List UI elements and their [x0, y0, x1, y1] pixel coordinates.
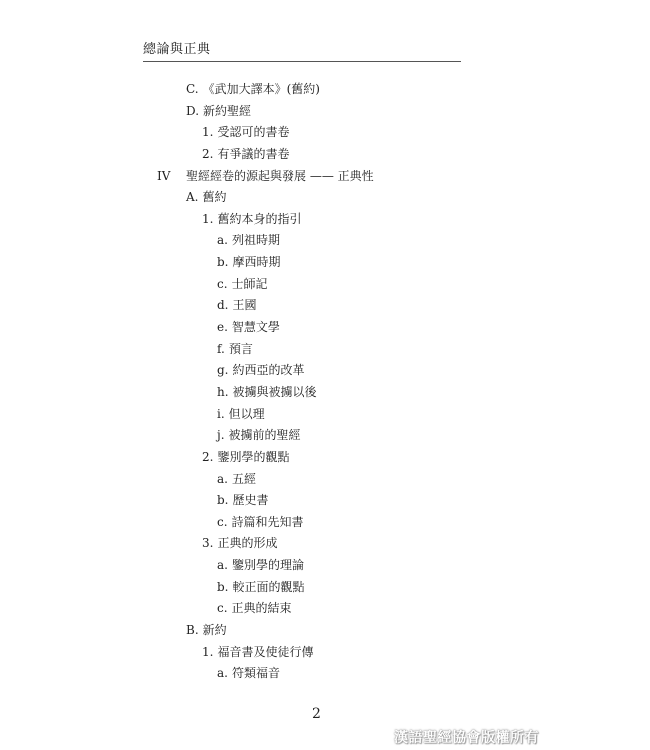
outline-text: 受認可的書卷: [217, 125, 290, 140]
outline-marker: d.: [217, 298, 229, 313]
outline-text: 新約: [202, 623, 227, 638]
outline-item: [0, 577, 650, 599]
outline-text: 正典的結束: [231, 601, 292, 616]
header-rule: [143, 61, 461, 62]
outline-marker: C.: [186, 82, 199, 96]
outline-text: 智慧文學: [231, 320, 280, 335]
outline-text: 五經: [231, 471, 256, 486]
copyright-watermark: 漢語聖經協會版權所有: [394, 730, 539, 746]
outline-item: [0, 339, 650, 361]
outline-text: 較正面的觀點: [232, 579, 305, 594]
outline-text: 被擄前的聖經: [228, 428, 301, 443]
outline-text: 詩篇和先知書: [231, 514, 304, 529]
outline-item: [0, 663, 650, 685]
outline-marker: a.: [217, 233, 228, 248]
outline-marker: i.: [217, 406, 225, 421]
outline-item: [0, 122, 650, 144]
outline-text: 但以理: [228, 406, 265, 421]
outline-text: 士師記: [231, 276, 268, 291]
outline-text: 《武加大譯本》(舊約): [202, 82, 320, 96]
outline-item: [0, 555, 650, 577]
outline-marker: 1.: [202, 125, 214, 140]
outline-item: [0, 79, 650, 101]
outline-text: 被擄與被擄以後: [232, 384, 317, 399]
outline-marker: c.: [217, 601, 228, 616]
outline-text: 列祖時期: [231, 233, 280, 248]
outline-text: 摩西時期: [232, 255, 281, 270]
outline-item: [0, 101, 650, 123]
outline-text: 福音書及使徒行傳: [217, 644, 314, 659]
outline-marker: a.: [217, 471, 228, 486]
outline-item: [0, 642, 650, 664]
outline-text: 舊約: [202, 190, 227, 205]
outline-marker: f.: [217, 341, 225, 356]
outline-marker: 2.: [202, 449, 214, 464]
outline-text: 歷史書: [232, 493, 269, 508]
outline-marker: D.: [186, 103, 200, 118]
outline-item: [0, 404, 650, 426]
outline-marker: B.: [186, 623, 199, 638]
page-number: 2: [312, 706, 321, 722]
outline-item: [0, 447, 650, 469]
outline-item: [0, 598, 650, 620]
outline-text: 符類福音: [231, 666, 280, 681]
outline-marker: c.: [217, 276, 228, 291]
outline-marker: a.: [217, 558, 228, 573]
outline-section-heading: [0, 166, 650, 188]
outline-text: 約西亞的改革: [232, 363, 305, 378]
outline-marker: 1.: [202, 644, 214, 659]
outline-marker: a.: [217, 666, 228, 681]
outline-marker: e.: [217, 320, 228, 335]
outline-marker: 3.: [202, 536, 214, 551]
outline-marker: c.: [217, 514, 228, 529]
outline-item: [0, 317, 650, 339]
outline-item: [0, 209, 650, 231]
outline-text: 新約聖經: [203, 103, 252, 118]
outline-item: [0, 230, 650, 252]
outline-item: [0, 360, 650, 382]
outline-text: 王國: [232, 298, 257, 313]
outline-item: [0, 533, 650, 555]
outline-marker: h.: [217, 384, 229, 399]
outline-marker: 2.: [202, 146, 214, 161]
outline-item: [0, 469, 650, 491]
outline-item: [0, 274, 650, 296]
outline-text: 正典的形成: [217, 536, 278, 551]
outline-marker: j.: [217, 428, 225, 443]
outline-text: 有爭議的書卷: [217, 146, 290, 161]
outline-roman-marker: IV: [157, 168, 171, 183]
outline-list: [0, 79, 650, 685]
outline-item: [0, 187, 650, 209]
outline-text: 舊約本身的指引: [217, 211, 302, 226]
outline-item: [0, 512, 650, 534]
outline-item: [0, 144, 650, 166]
outline-item: [0, 425, 650, 447]
outline-marker: A.: [186, 190, 199, 205]
outline-item: [0, 620, 650, 642]
outline-marker: 1.: [202, 211, 214, 226]
outline-text: 聖經經卷的源起與發展 —— 正典性: [186, 168, 374, 183]
outline-text: 鑒別學的觀點: [217, 449, 290, 464]
outline-marker: b.: [217, 579, 229, 594]
outline-item: [0, 490, 650, 512]
outline-text: 預言: [228, 341, 253, 356]
outline-item: [0, 382, 650, 404]
outline-text: 鑒別學的理論: [231, 558, 304, 573]
outline-marker: b.: [217, 255, 229, 270]
running-head-title: 總論與正典: [143, 42, 211, 57]
outline-item: [0, 295, 650, 317]
outline-marker: g.: [217, 363, 229, 378]
outline-item: [0, 252, 650, 274]
outline-marker: b.: [217, 493, 229, 508]
